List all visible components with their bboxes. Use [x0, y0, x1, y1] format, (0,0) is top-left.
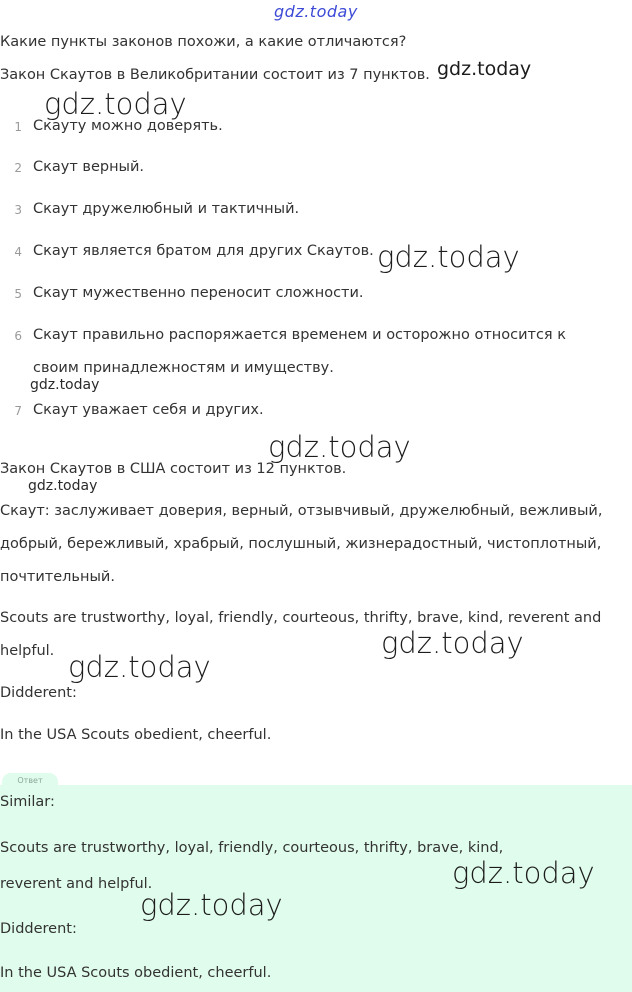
- answer-different-text: In the USA Scouts obedient, cheerful.: [0, 965, 272, 981]
- question-text: Какие пункты законов похожи, а какие отличаются?: [0, 34, 407, 50]
- watermark: gdz.today: [68, 650, 211, 684]
- usa-text-line: Скаут: заслуживает доверия, верный, отзывчивый, дружелюбный, вежливый,: [0, 503, 603, 519]
- watermark: gdz.today: [140, 888, 283, 922]
- answer-similar-line: Scouts are trustworthy, loyal, friendly, courteous, thrifty, brave, kind,: [0, 840, 504, 856]
- list-number: 1: [14, 120, 22, 134]
- list-item: Скауту можно доверять.: [33, 118, 223, 134]
- usa-text-line: почтительный.: [0, 569, 115, 585]
- answer-similar-line: reverent and helpful.: [0, 876, 153, 892]
- list-item: Скаут уважает себя и других.: [33, 402, 264, 418]
- list-item-continuation: своим принадлежностям и имуществу.: [33, 360, 334, 376]
- answer-different-label: Didderent:: [0, 921, 77, 937]
- usa-intro: Закон Скаутов в США состоит из 12 пунктов.: [0, 461, 347, 477]
- watermark: gdz.today: [377, 240, 520, 274]
- list-number: 6: [14, 329, 22, 343]
- list-item: Скаут дружелюбный и тактичный.: [33, 201, 300, 217]
- list-number: 7: [14, 404, 22, 418]
- different-text: In the USA Scouts obedient, cheerful.: [0, 727, 272, 743]
- watermark: gdz.today: [381, 626, 524, 660]
- answer-similar-label: Similar:: [0, 794, 55, 810]
- watermark: gdz.today: [437, 58, 532, 80]
- similar-text-line: Scouts are trustworthy, loyal, friendly, courteous, thrifty, brave, kind, reverent and: [0, 610, 602, 626]
- watermark: gdz.today: [452, 856, 595, 890]
- list-number: 4: [14, 245, 22, 259]
- answer-tab: Ответ: [2, 773, 58, 791]
- list-item: Скаут верный.: [33, 159, 145, 175]
- watermark-top: gdz.today: [274, 2, 358, 21]
- list-number: 5: [14, 287, 22, 301]
- uk-intro: Закон Скаутов в Великобритании состоит из 7 пунктов.: [0, 67, 430, 83]
- usa-text-line: добрый, бережливый, храбрый, послушный, жизнерадостный, чистоплотный,: [0, 536, 602, 552]
- list-number: 3: [14, 203, 22, 217]
- watermark: gdz.today: [44, 87, 187, 121]
- list-item: Скаут правильно распоряжается временем и осторожно относится к: [33, 327, 567, 343]
- list-number: 2: [14, 161, 22, 175]
- list-item: Скаут является братом для других Скаутов.: [33, 243, 374, 259]
- list-item: Скаут мужественно переносит сложности.: [33, 285, 364, 301]
- different-label: Didderent:: [0, 685, 77, 701]
- similar-text-line: helpful.: [0, 643, 55, 659]
- watermark: gdz.today: [268, 430, 411, 464]
- watermark: gdz.today: [28, 478, 98, 494]
- answer-box: [0, 785, 632, 992]
- watermark: gdz.today: [30, 377, 100, 393]
